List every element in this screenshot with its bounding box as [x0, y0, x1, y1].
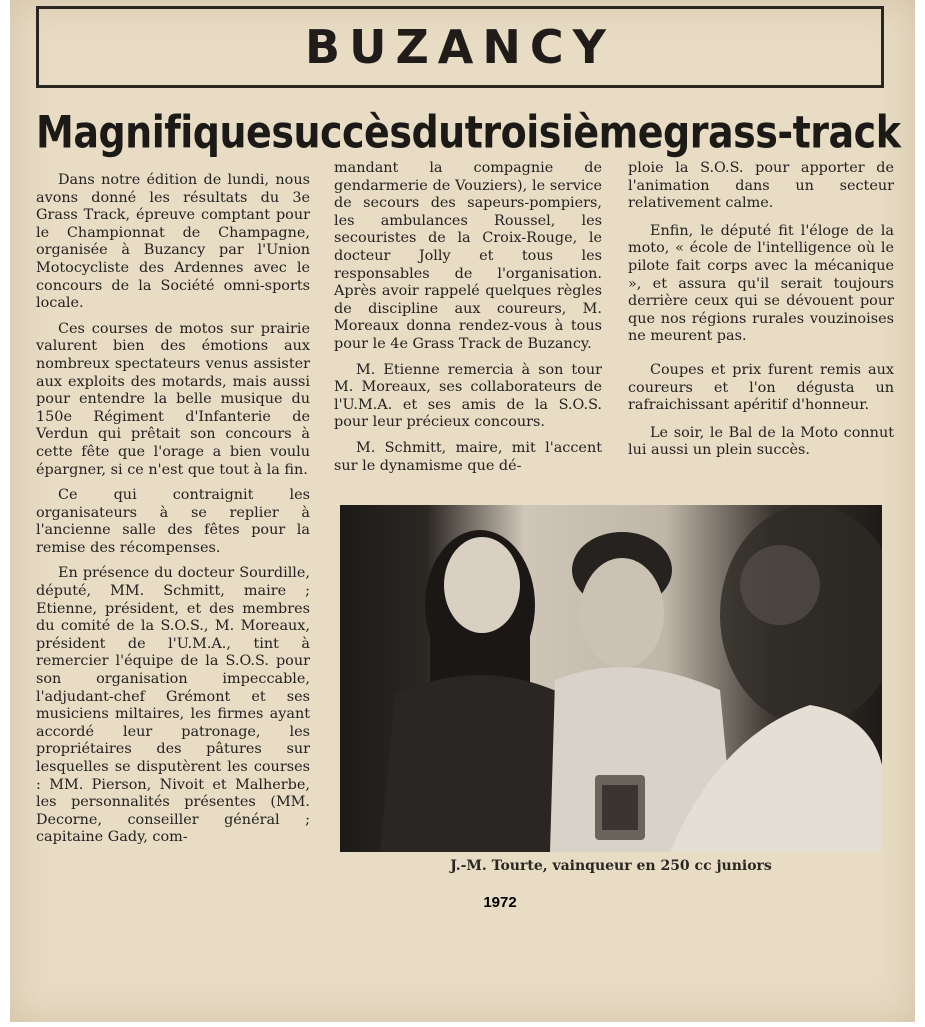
paragraph: Coupes et prix furent remis aux coureurs et l'on dégusta un rafraichissant apéritif d'honneur. [628, 361, 894, 414]
paragraph: Ces courses de motos sur prairie valurent bien des émotions aux nombreux spectateurs venus assister aux exploits des motards, mais aussi pour entendre la belle musique du 150e Régiment d'Infanterie de Verdun qui prêtait son concours à cette fête que l'orage a bien voulu épargner, si ce n'est que tout à la fin. [36, 320, 310, 478]
article-photo [340, 505, 882, 852]
headline-word: du [411, 106, 465, 158]
paragraph: Le soir, le Bal de la Moto connut lui aussi un plein succès. [628, 424, 894, 459]
article-column-2 [334, 160, 602, 483]
page-title: BUZANCY [305, 20, 615, 74]
headline-word: troisième [464, 106, 664, 158]
paragraph: M. Etienne remercia à son tour M. Moreaux, ses collaborateurs de l'U.M.A. et ses amis de la S.O.S. pour leur précieux concours. [334, 361, 602, 431]
paragraph: ploie la S.O.S. pour apporter de l'animation dans un secteur relativement calme. [628, 160, 894, 212]
photo-caption: J.-M. Tourte, vainqueur en 250 cc juniors [450, 858, 772, 874]
headline-word: grass-track [663, 106, 901, 158]
photo-illustration [340, 505, 882, 852]
year-label: 1972 [483, 894, 517, 911]
article-column-1 [36, 172, 310, 855]
article-column-3 [628, 160, 894, 470]
article-headline [36, 106, 901, 158]
paragraph: M. Schmitt, maire, mit l'accent sur le dynamisme que dé- [334, 439, 602, 474]
paragraph: Ce qui contraignit les organisateurs à se replier à l'ancienne salle des fêtes pour la remise des récompenses. [36, 487, 310, 556]
paragraph: Dans notre édition de lundi, nous avons donné les résultats du 3e Grass Track, épreuve comptant pour le Championnat de Champagne, organisée à Buzancy par l'Union Motocycliste des Ardennes avec le concours de la Société omni-sports locale. [36, 172, 310, 312]
paragraph: Enfin, le député fit l'éloge de la moto, « école de l'intelligence où le pilote fait corps avec la mécanique », et assura qu'il serait toujours derrière ceux qui se dévouent pour que nos régions rurales vouzinoises ne meurent pas. [628, 222, 894, 345]
paragraph: En présence du docteur Sourdille, député, MM. Schmitt, maire ; Etienne, président, et des membres du comité de la S.O.S., M. Moreaux, président de l'U.M.A., tint à remercier l'équipe de la S.O.S. pour son organisation impeccable, l'adjudant-chef Grémont et ses musiciens miltaires, les firmes ayant accordé leur patronage, les propriétaires des pâtures sur lesquelles se disputèrent les courses : MM. Pierson, Nivoit et Malherbe, les personnalités présentes (MM. Decorne, conseiller général ; capitaine Gady, com- [36, 565, 310, 846]
headline-word: Magnifique [36, 106, 272, 158]
paragraph: mandant la compagnie de gendarmerie de Vouziers), le service de secours des sapeurs-pompiers, les ambulances Roussel, les secouristes de la Croix-Rouge, le docteur Jolly et tous les responsables de l'organisation. Après avoir rappelé quelques règles de discipline aux coureurs, M. Moreaux donna rendez-vous à tous pour le 4e Grass Track de Buzancy. [334, 160, 602, 352]
headline-word: succès [271, 106, 412, 158]
header-banner [36, 6, 884, 88]
